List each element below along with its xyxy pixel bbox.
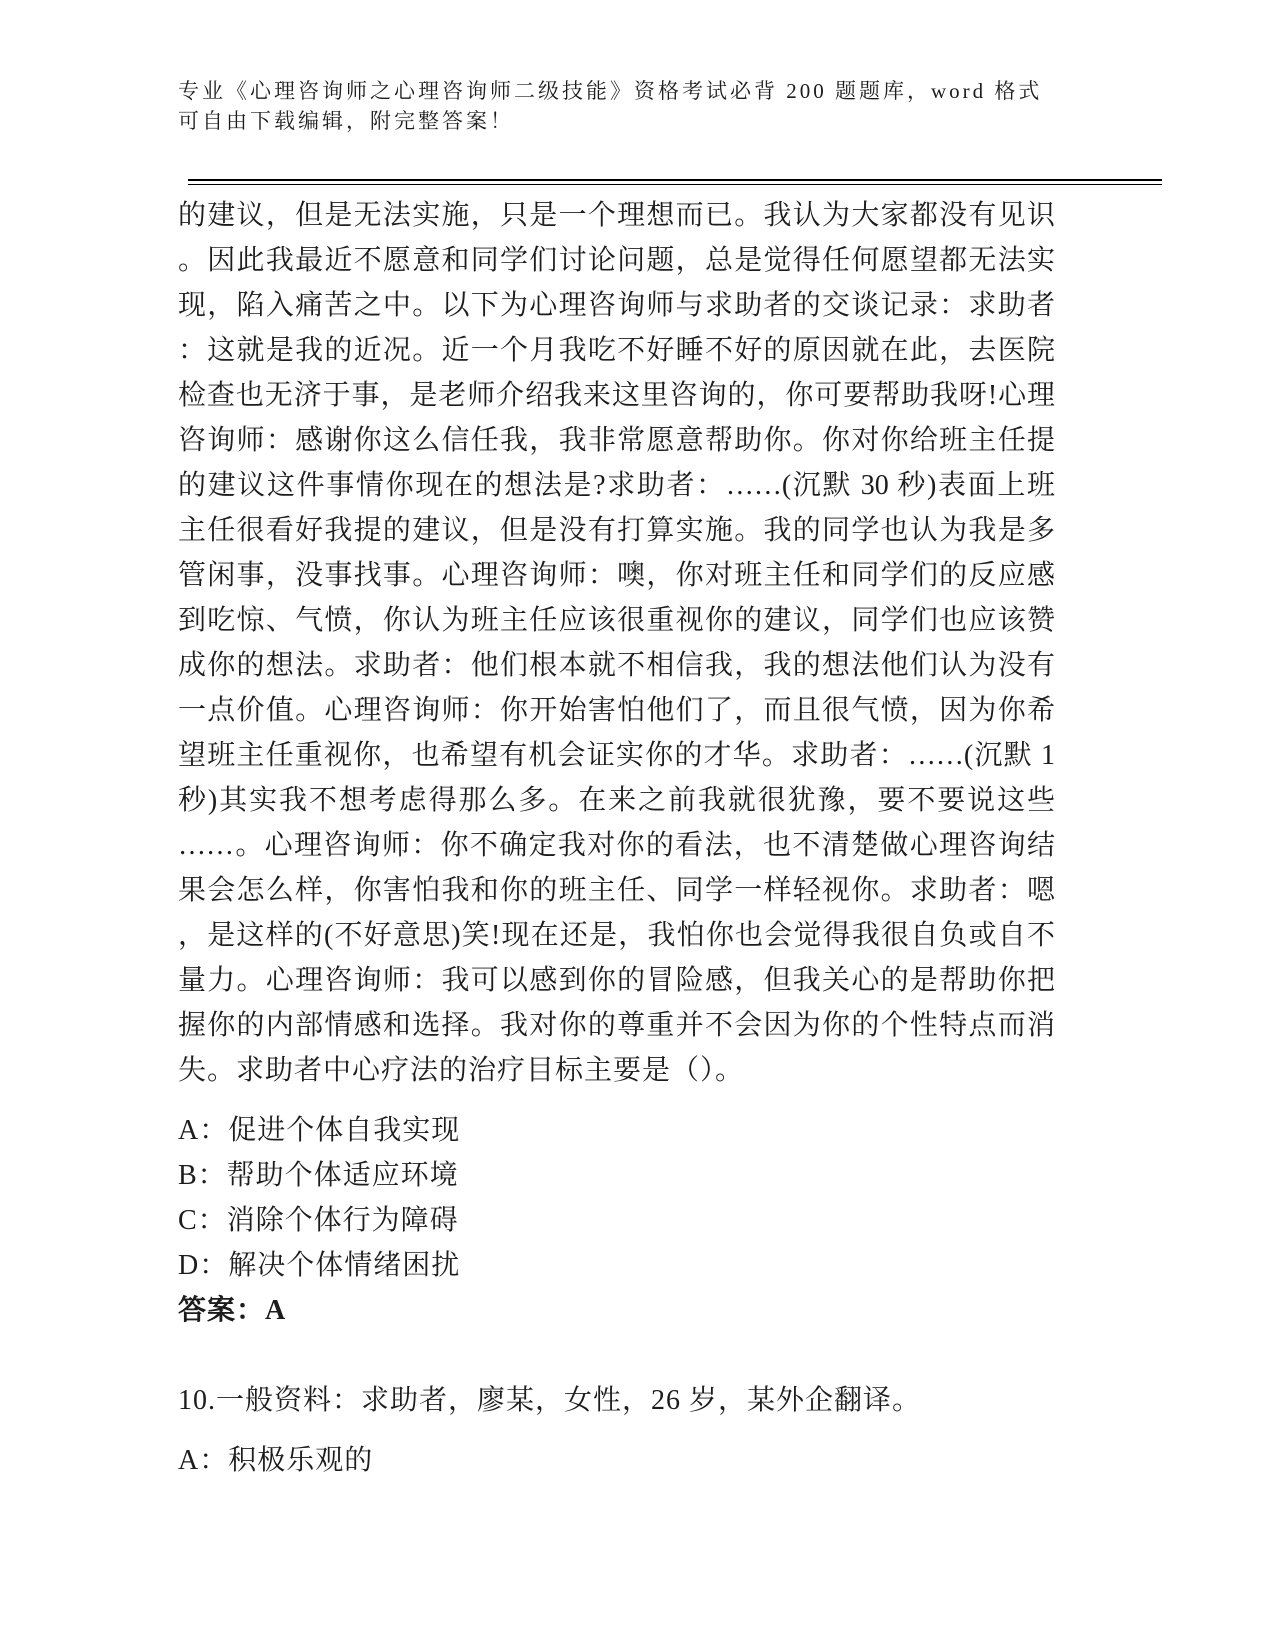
document-body (178, 193, 1055, 1483)
answer-label: 答案：A (178, 1295, 287, 1326)
header-title-line-1: 专业《心理咨询师之心理咨询师二级技能》资格考试必背 200 题题库，word 格式 (178, 79, 1043, 103)
question10-option-a: A：积极乐观的 (178, 1445, 374, 1476)
option-c: C：消除个体行为障碍 (178, 1205, 459, 1236)
question-body-line: ，是这样的(不好意思)笑!现在还是，我怕你也会觉得我很自负或自不 (178, 920, 1055, 951)
question-body-line: 一点价值。心理咨询师：你开始害怕他们了，而且很气愤，因为你希 (178, 695, 1055, 726)
option-a: A：促进个体自我实现 (178, 1115, 461, 1146)
question-body-line: 望班主任重视你，也希望有机会证实你的才华。求助者：……(沉默 1 (178, 740, 1055, 771)
header-divider-rule (188, 179, 1162, 185)
question-body-line: 握你的内部情感和选择。我对你的尊重并不会因为你的个性特点而消 (178, 1010, 1055, 1041)
question-body-line: 主任很看好我提的建议，但是没有打算实施。我的同学也认为我是多 (178, 515, 1055, 546)
question-body-line: 的建议这件事情你现在的想法是?求助者：……(沉默 30 秒)表面上班 (178, 470, 1055, 501)
page-header (178, 76, 1098, 136)
question-body-line: 现，陷入痛苦之中。以下为心理咨询师与求助者的交谈记录：求助者 (178, 290, 1055, 321)
question-body-line: 。因此我最近不愿意和同学们讨论问题，总是觉得任何愿望都无法实 (178, 245, 1055, 276)
question10-intro: 10.一般资料：求助者，廖某，女性，26 岁，某外企翻译。 (178, 1385, 922, 1416)
question-body-line: 到吃惊、气愤，你认为班主任应该很重视你的建议，同学们也应该赞 (178, 605, 1055, 636)
question-body-line: 咨询师：感谢你这么信任我，我非常愿意帮助你。你对你给班主任提 (178, 425, 1055, 456)
question-body-line: 量力。心理咨询师：我可以感到你的冒险感，但我关心的是帮助你把 (178, 965, 1055, 996)
question-body-line: 秒)其实我不想考虑得那么多。在来之前我就很犹豫，要不要说这些 (178, 785, 1055, 816)
question-body-last-line: 失。求助者中心疗法的治疗目标主要是（）。 (178, 1055, 745, 1086)
header-title-line-2: 可自由下载编辑，附完整答案！ (178, 109, 514, 133)
question-body-line: ……。心理咨询师：你不确定我对你的看法，也不清楚做心理咨询结 (178, 830, 1055, 861)
question9-options (178, 1108, 1055, 1288)
question-body-line: 的建议，但是无法实施，只是一个理想而已。我认为大家都没有见识 (178, 200, 1055, 231)
option-b: B：帮助个体适应环境 (178, 1160, 459, 1191)
question-body-line: 成你的想法。求助者：他们根本就不相信我，我的想法他们认为没有 (178, 650, 1055, 681)
question-body-line: 果会怎么样，你害怕我和你的班主任、同学一样轻视你。求助者：嗯 (178, 875, 1055, 906)
question-body-line: 管闲事，没事找事。心理咨询师：噢，你对班主任和同学们的反应感 (178, 560, 1055, 591)
question-body-line: 检查也无济于事，是老师介绍我来这里咨询的，你可要帮助我呀!心理 (178, 380, 1055, 411)
question-body-line: ：这就是我的近况。近一个月我吃不好睡不好的原因就在此，去医院 (178, 335, 1055, 366)
option-d: D：解决个体情绪困扰 (178, 1250, 461, 1281)
